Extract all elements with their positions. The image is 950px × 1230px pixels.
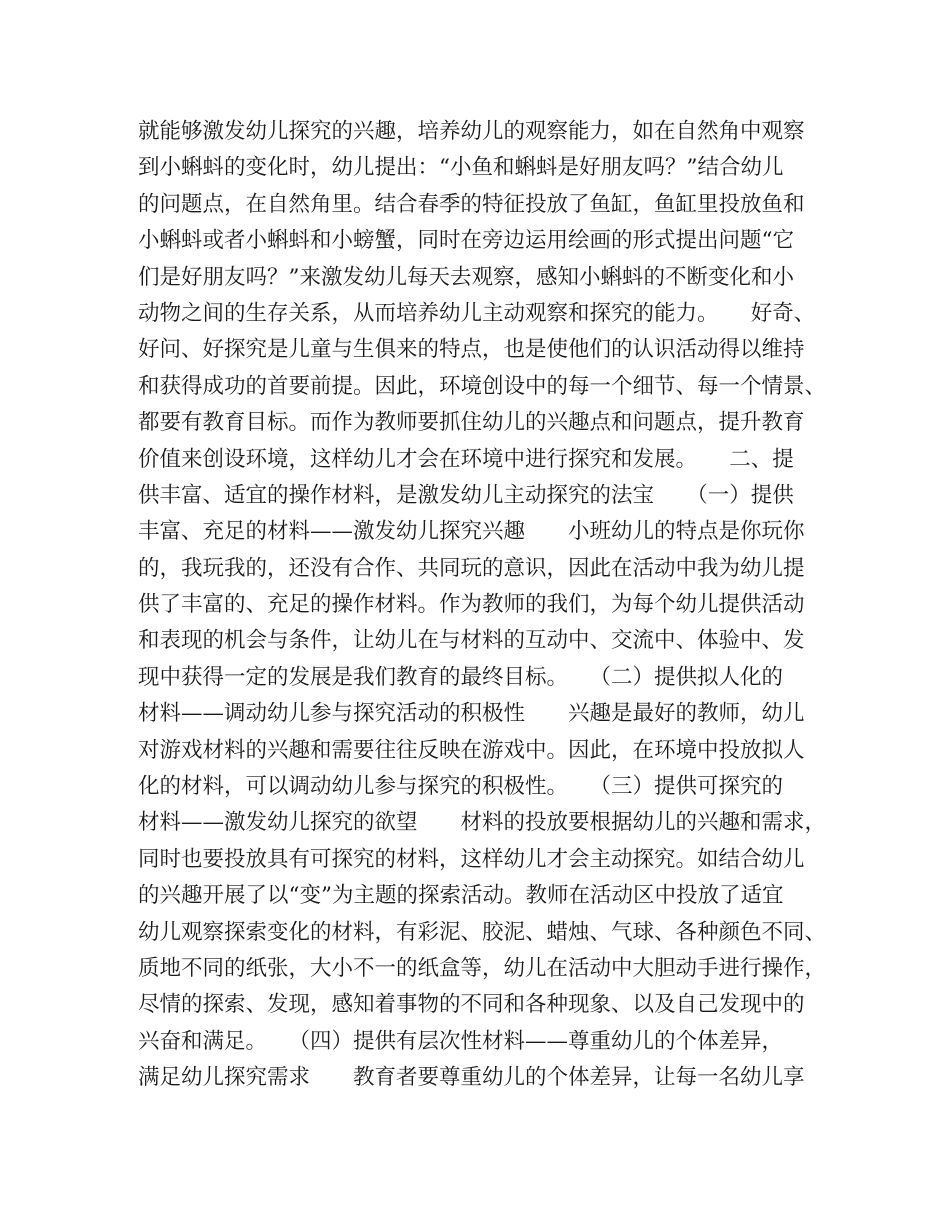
text-line: 到小蝌蚪的变化时，幼儿提出：“小鱼和蝌蚪是好朋友吗？”结合幼儿 bbox=[138, 155, 784, 181]
text-line: 满足幼儿探究需求 教育者要尊重幼儿的个体差异，让每一名幼儿享 bbox=[138, 1065, 805, 1091]
text-line: 材料——调动幼儿参与探究活动的积极性 兴趣是最好的教师，幼儿 bbox=[138, 701, 805, 727]
text-line: 同时也要投放具有可探究的材料，这样幼儿才会主动探究。如结合幼儿 bbox=[138, 846, 805, 872]
text-line: 供了丰富的、充足的操作材料。作为教师的我们，为每个幼儿提供活动 bbox=[138, 592, 805, 618]
text-line: 供丰富、适宜的操作材料，是激发幼儿主动探究的法宝 （一）提供 bbox=[138, 482, 794, 508]
text-line: 的，我玩我的，还没有合作、共同玩的意识，因此在活动中我为幼儿提 bbox=[138, 555, 805, 581]
text-line: 就能够激发幼儿探究的兴趣，培养幼儿的观察能力，如在自然角中观察 bbox=[138, 119, 805, 144]
text-line: 的问题点，在自然角里。结合春季的特征投放了鱼缸，鱼缸里投放鱼和 bbox=[138, 191, 805, 217]
text-line: 丰富、充足的材料——激发幼儿探究兴趣 小班幼儿的特点是你玩你 bbox=[138, 519, 805, 545]
text-line: 和表现的机会与条件，让幼儿在与材料的互动中、交流中、体验中、发 bbox=[138, 628, 805, 654]
text-line: 们是好朋友吗？”来激发幼儿每天去观察，感知小蝌蚪的不断变化和小 bbox=[138, 264, 794, 290]
text-line: 小蝌蚪或者小蝌蚪和小螃蟹，同时在旁边运用绘画的形式提出问题“它 bbox=[138, 228, 794, 254]
text-line: 兴奋和满足。 （四）提供有层次性材料——尊重幼儿的个体差异， bbox=[138, 1028, 784, 1054]
text-line: 化的材料，可以调动幼儿参与探究的积极性。 （三）提供可探究的 bbox=[138, 774, 784, 800]
text-line: 和获得成功的首要前提。因此，环境创设中的每一个细节、每一个情景、 bbox=[138, 373, 827, 399]
text-line: 动物之间的生存关系，从而培养幼儿主动观察和探究的能力。 好奇、 bbox=[138, 300, 816, 326]
text-line: 的兴趣开展了以“变”为主题的探索活动。教师在活动区中投放了适宜 bbox=[138, 883, 784, 909]
body-text bbox=[138, 114, 838, 1097]
text-line: 对游戏材料的兴趣和需要往往反映在游戏中。因此，在环境中投放拟人 bbox=[138, 737, 805, 763]
text-line: 好问、好探究是儿童与生俱来的特点，也是使他们的认识活动得以维持 bbox=[138, 337, 805, 363]
text-line: 现中获得一定的发展是我们教育的最终目标。 （二）提供拟人化的 bbox=[138, 664, 784, 690]
text-line: 幼儿观察探索变化的材料，有彩泥、胶泥、蜡烛、气球、各种颜色不同、 bbox=[138, 919, 827, 945]
text-line: 尽情的探索、发现，感知着事物的不同和各种现象、以及自己发现中的 bbox=[138, 992, 805, 1018]
text-line: 材料——激发幼儿探究的欲望 材料的投放要根据幼儿的兴趣和需求， bbox=[138, 810, 827, 836]
text-line: 价值来创设环境，这样幼儿才会在环境中进行探究和发展。 二、提 bbox=[138, 446, 794, 472]
text-line: 都要有教育目标。而作为教师要抓住幼儿的兴趣点和问题点，提升教育 bbox=[138, 410, 805, 436]
text-line: 质地不同的纸张，大小不一的纸盒等，幼儿在活动中大胆动手进行操作， bbox=[138, 955, 827, 981]
